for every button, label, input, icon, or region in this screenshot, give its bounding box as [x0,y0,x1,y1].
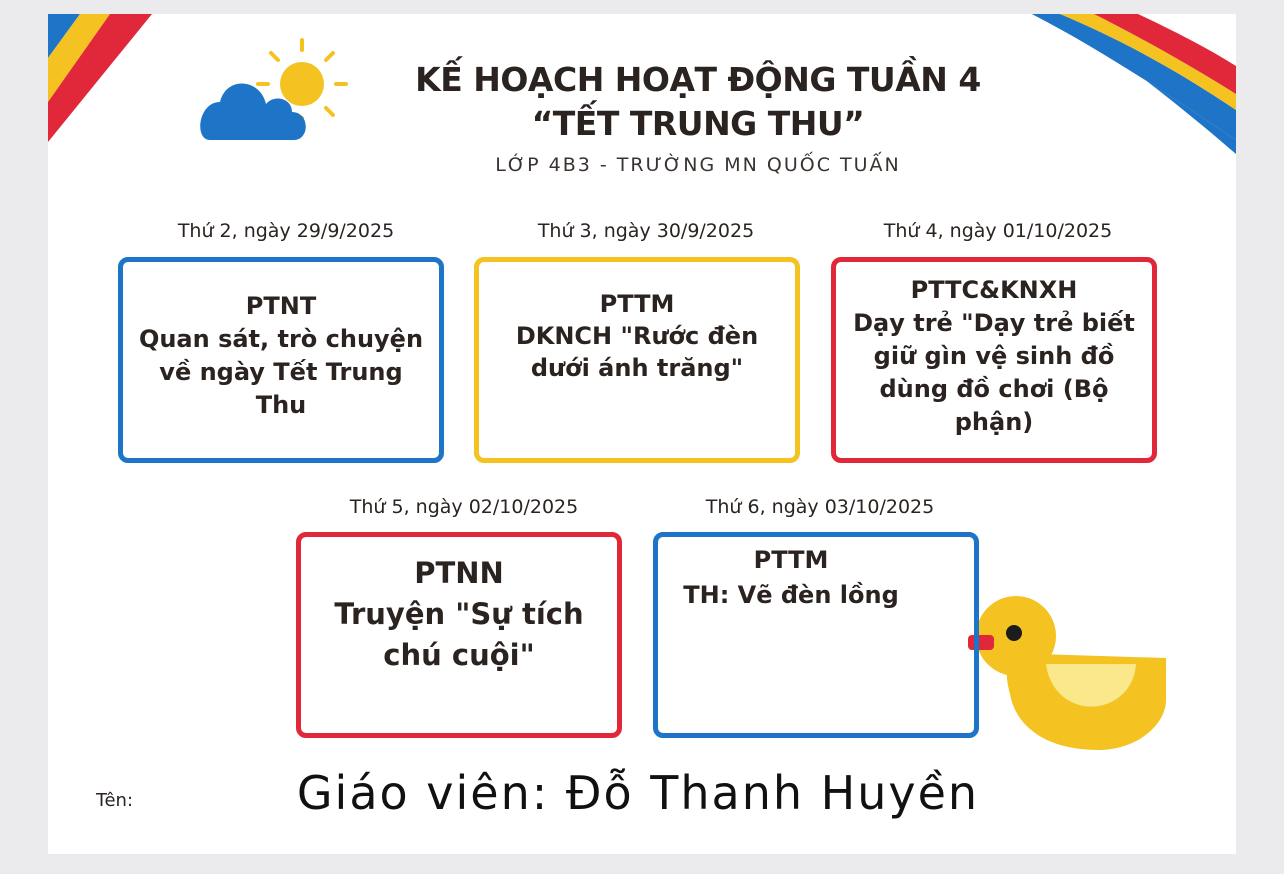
subject-tuesday: PTTM [599,290,675,318]
subject-wednesday: PTTC&KNXH [910,276,1078,304]
day-label-thursday: Thứ 5, ngày 02/10/2025 [349,496,579,518]
day-label-tuesday: Thứ 3, ngày 30/9/2025 [537,220,755,242]
teacher-name: Giáo viên: Đỗ Thanh Huyền [296,766,980,820]
duck-icon [968,596,1166,750]
content-monday: Quan sát, trò chuyện về ngày Tết Trung Thu [138,325,424,419]
name-label: Tên: [96,790,134,811]
page-title-line-1: KẾ HOẠCH HOẠT ĐỘNG TUẦN 4 [415,60,981,99]
content-thursday: Truyện "Sự tích chú cuội" [334,597,584,672]
subject-thursday: PTNN [414,556,504,590]
activity-box-tuesday [474,257,800,463]
page-subtitle: LỚP 4B3 - TRƯỜNG MN QUỐC TUẤN [495,154,901,176]
content-wednesday: Dạy trẻ "Dạy trẻ biết giữ gìn vệ sinh đồ dùng đồ chơi (Bộ phận) [853,309,1135,436]
day-label-monday: Thứ 2, ngày 29/9/2025 [177,220,395,242]
content-friday: TH: Vẽ đèn lồng [683,581,899,609]
activity-box-friday [653,532,979,738]
activity-box-thursday [296,532,622,738]
subject-monday: PTNT [245,292,317,320]
subject-friday: PTTM [753,546,829,574]
activity-box-wednesday [831,257,1157,463]
day-label-wednesday: Thứ 4, ngày 01/10/2025 [883,220,1113,242]
ribbon-top-left-icon [48,14,152,142]
content-tuesday: DKNCH "Rước đèn dưới ánh trăng" [515,322,759,382]
page-title-line-2: “TẾT TRUNG THU” [531,104,865,143]
activity-box-monday [118,257,444,463]
lesson-plan-sheet [48,14,1236,854]
day-label-friday: Thứ 6, ngày 03/10/2025 [705,496,935,518]
